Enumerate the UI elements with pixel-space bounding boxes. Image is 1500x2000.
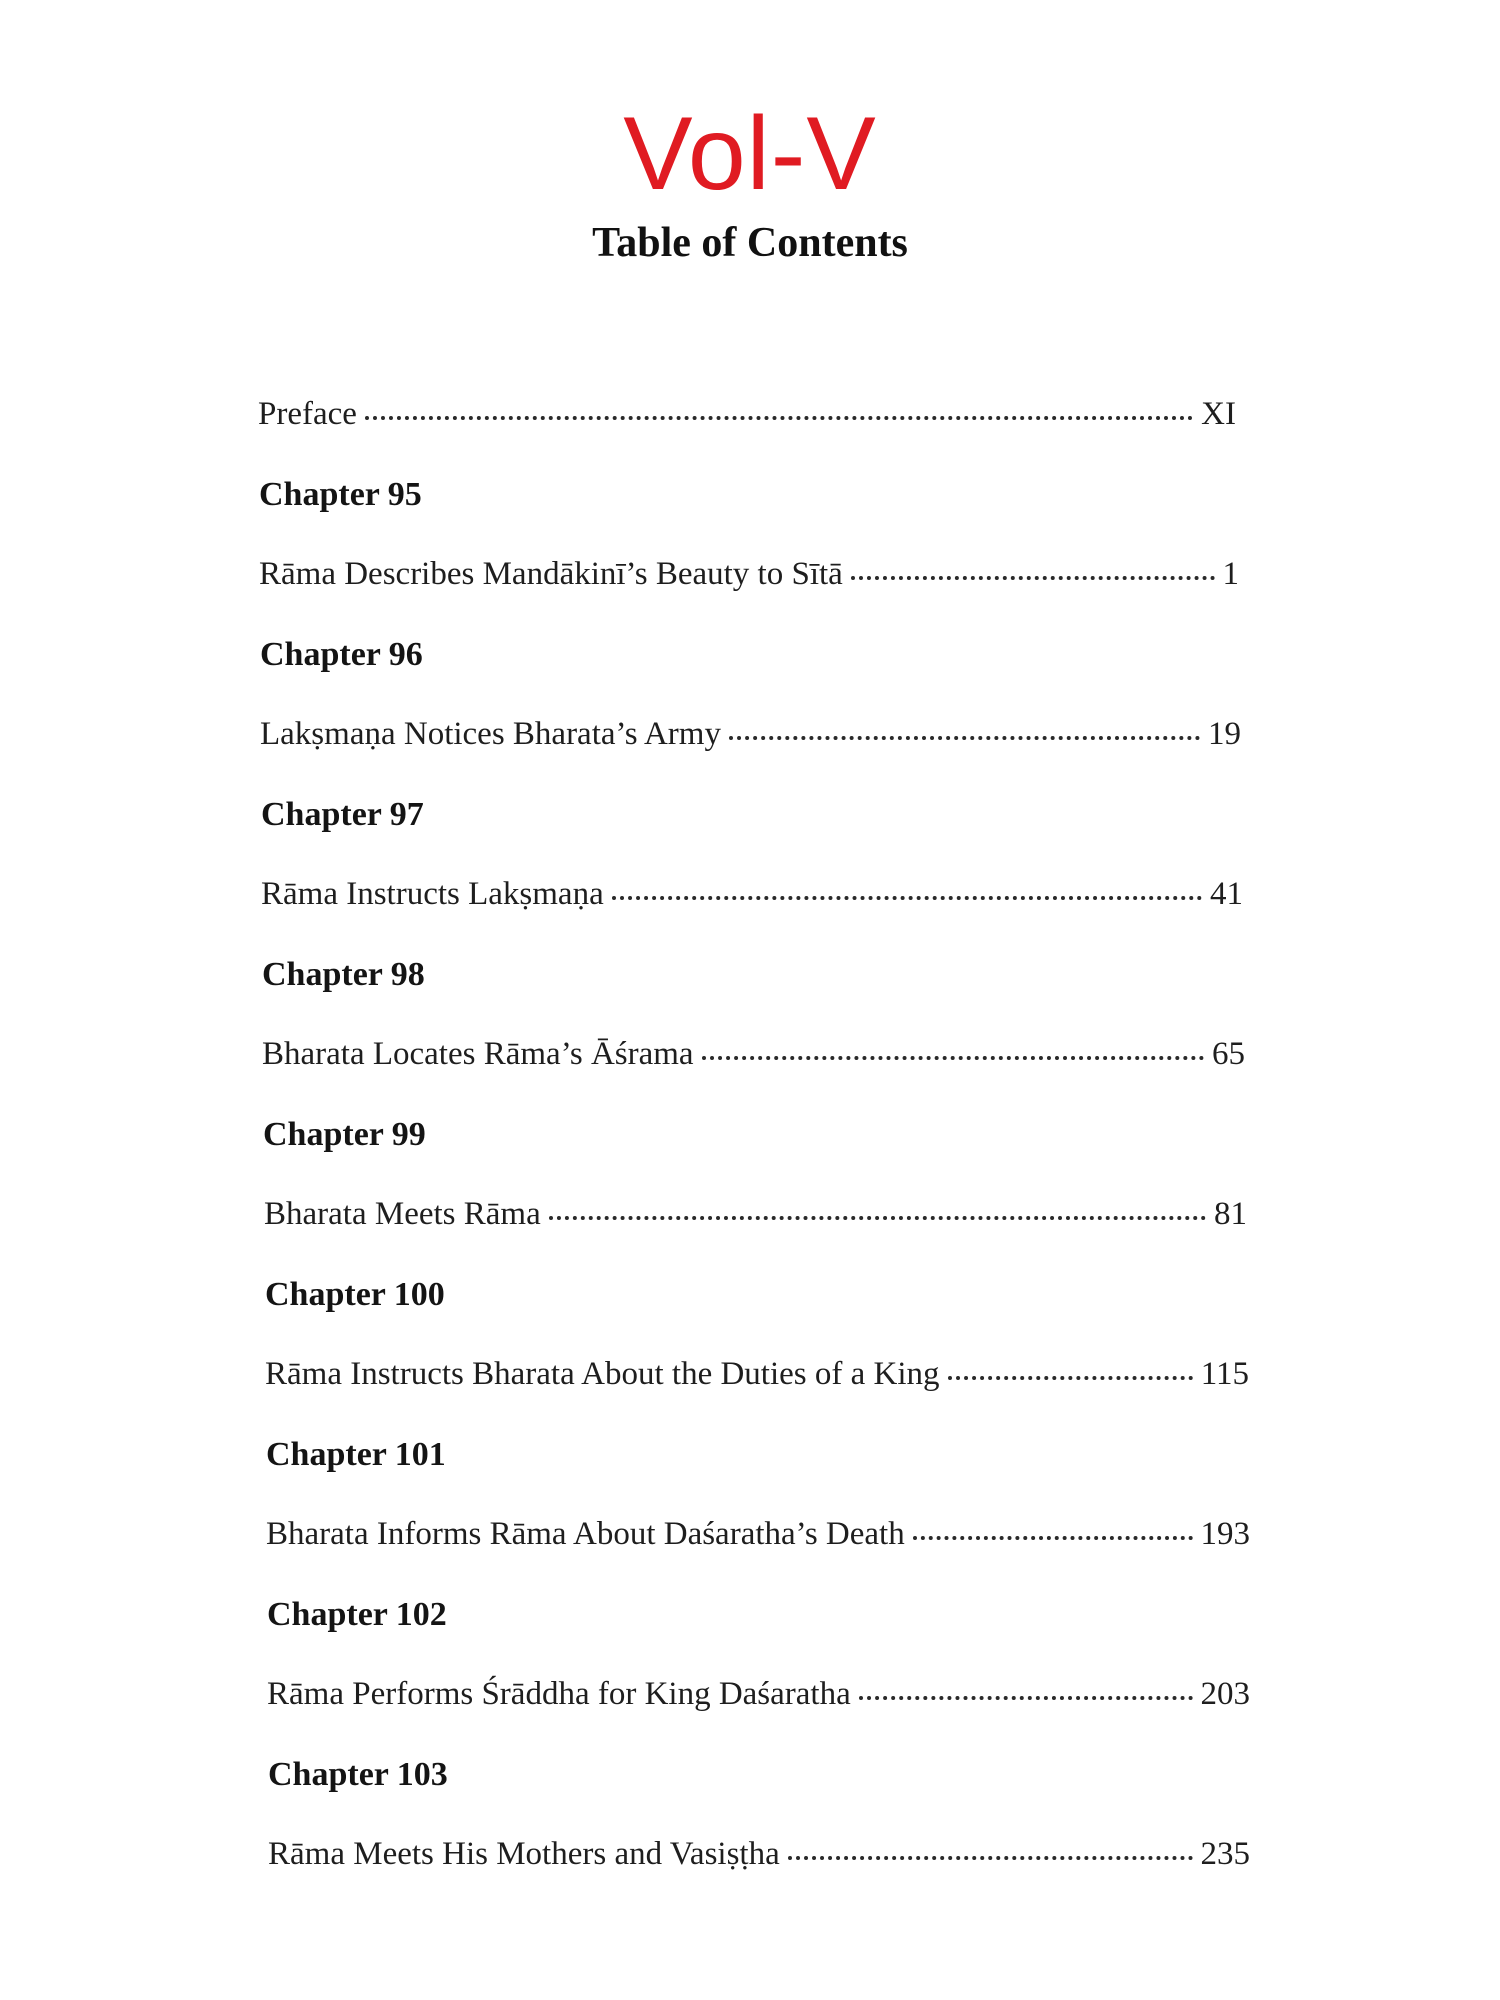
toc-entry[interactable] (266, 1518, 1250, 1551)
dot-leader (365, 416, 1193, 420)
page-number: 65 (1212, 1036, 1245, 1072)
toc-heading: Table of Contents (592, 220, 908, 266)
dot-leader (859, 1696, 1193, 1700)
page-number: XI (1201, 396, 1236, 432)
chapter-label: Chapter 97 (261, 796, 424, 833)
chapter-label: Chapter 102 (267, 1596, 447, 1633)
chapter-label: Chapter 95 (259, 476, 422, 513)
entry-title: Rāma Instructs Lakṣmaṇa (261, 876, 604, 912)
toc-entry[interactable] (262, 1038, 1245, 1071)
dot-leader (549, 1216, 1206, 1220)
entry-title: Bharata Meets Rāma (264, 1196, 541, 1232)
page-number: 115 (1200, 1356, 1249, 1392)
toc-entry-preface[interactable] (258, 398, 1236, 431)
dot-leader (913, 1536, 1193, 1540)
dot-leader (788, 1856, 1193, 1860)
page-number: 1 (1222, 556, 1239, 592)
page-number: 41 (1210, 876, 1243, 912)
dot-leader (612, 896, 1202, 900)
page-number: 81 (1214, 1196, 1247, 1232)
toc-entry[interactable] (259, 558, 1239, 591)
dot-leader (851, 576, 1215, 580)
entry-title: Lakṣmaṇa Notices Bharata’s Army (260, 716, 721, 752)
toc-entry[interactable] (267, 1678, 1250, 1711)
toc-entry[interactable] (260, 718, 1241, 751)
chapter-label: Chapter 99 (263, 1116, 426, 1153)
dot-leader (948, 1376, 1193, 1380)
page-number: 19 (1208, 716, 1241, 752)
chapter-label: Chapter 98 (262, 956, 425, 993)
chapter-label: Chapter 101 (266, 1436, 446, 1473)
page-number: 235 (1200, 1836, 1250, 1872)
toc-entry[interactable] (268, 1838, 1250, 1871)
entry-title: Rāma Meets His Mothers and Vasiṣṭha (268, 1836, 780, 1872)
page-number: 203 (1200, 1676, 1250, 1712)
dot-leader (702, 1056, 1204, 1060)
toc-entry[interactable] (264, 1198, 1247, 1231)
page-number: 193 (1200, 1516, 1250, 1552)
chapter-label: Chapter 100 (265, 1276, 445, 1313)
entry-title: Preface (258, 396, 357, 432)
toc-entry[interactable] (265, 1358, 1249, 1391)
entry-title: Bharata Informs Rāma About Daśaratha’s Death (266, 1516, 905, 1552)
toc-entry[interactable] (261, 878, 1243, 911)
dot-leader (729, 736, 1200, 740)
volume-title: Vol-V (623, 96, 877, 212)
entry-title: Bharata Locates Rāma’s Āśrama (262, 1036, 694, 1072)
chapter-label: Chapter 103 (268, 1756, 448, 1793)
entry-title: Rāma Performs Śrāddha for King Daśaratha (267, 1676, 851, 1712)
chapter-label: Chapter 96 (260, 636, 423, 673)
entry-title: Rāma Instructs Bharata About the Duties of a King (265, 1356, 940, 1392)
entry-title: Rāma Describes Mandākinī’s Beauty to Sītā (259, 556, 843, 592)
